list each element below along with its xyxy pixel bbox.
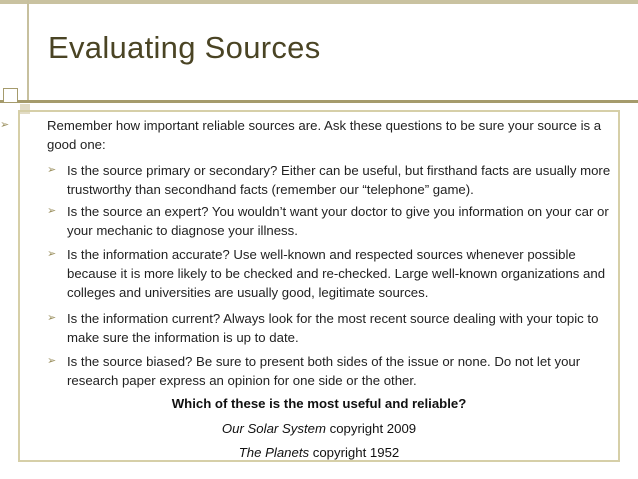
arrow-bullet-icon: ➢ bbox=[47, 312, 57, 324]
arrow-bullet-icon: ➢ bbox=[47, 205, 57, 217]
option-2-suffix: copyright 1952 bbox=[309, 445, 400, 460]
top-decor-line bbox=[0, 0, 638, 4]
slide-title: Evaluating Sources bbox=[48, 30, 321, 65]
question-text: Is the source biased? Be sure to present both sides of the issue or none. Do not let your research paper express an opinion for one side or the other. bbox=[67, 354, 581, 388]
question-text: Is the information accurate? Use well-known and respected sources whenever possible because it is more likely to be checked and re-checked. Large well-known organizations and colleges and universities are usually good, legitimate sources. bbox=[67, 247, 606, 300]
arrow-bullet-icon: ➢ bbox=[47, 248, 57, 260]
left-decor-line bbox=[27, 0, 29, 100]
option-1-suffix: copyright 2009 bbox=[325, 421, 417, 436]
arrow-bullet-icon: ➢ bbox=[47, 355, 57, 367]
question-text: Is the source primary or secondary? Either can be useful, but firsthand facts are usually more trustworthy than secondhand facts (remember our “telephone” game). bbox=[67, 163, 611, 197]
prompt-question: Which of these is the most useful and reliable? bbox=[171, 396, 467, 411]
question-text: Is the source an expert? You wouldn’t want your doctor to give you information on your car or your mechanic to diagnose your illness. bbox=[67, 204, 609, 238]
option-1 bbox=[0, 421, 638, 436]
intro-text: Remember how important reliable sources are. Ask these questions to be sure your source is a good one: bbox=[47, 118, 602, 152]
option-2-title: The Planets bbox=[238, 445, 310, 460]
option-1-title: Our Solar System bbox=[221, 421, 326, 436]
decor-square-outline bbox=[3, 88, 18, 103]
option-2 bbox=[0, 445, 638, 460]
arrow-bullet-icon: ➢ bbox=[0, 119, 10, 131]
title-separator bbox=[0, 100, 638, 103]
arrow-bullet-icon: ➢ bbox=[47, 164, 57, 176]
question-text: Is the information current? Always look for the most recent source dealing with your topic to make sure the information is up to date. bbox=[67, 311, 599, 345]
